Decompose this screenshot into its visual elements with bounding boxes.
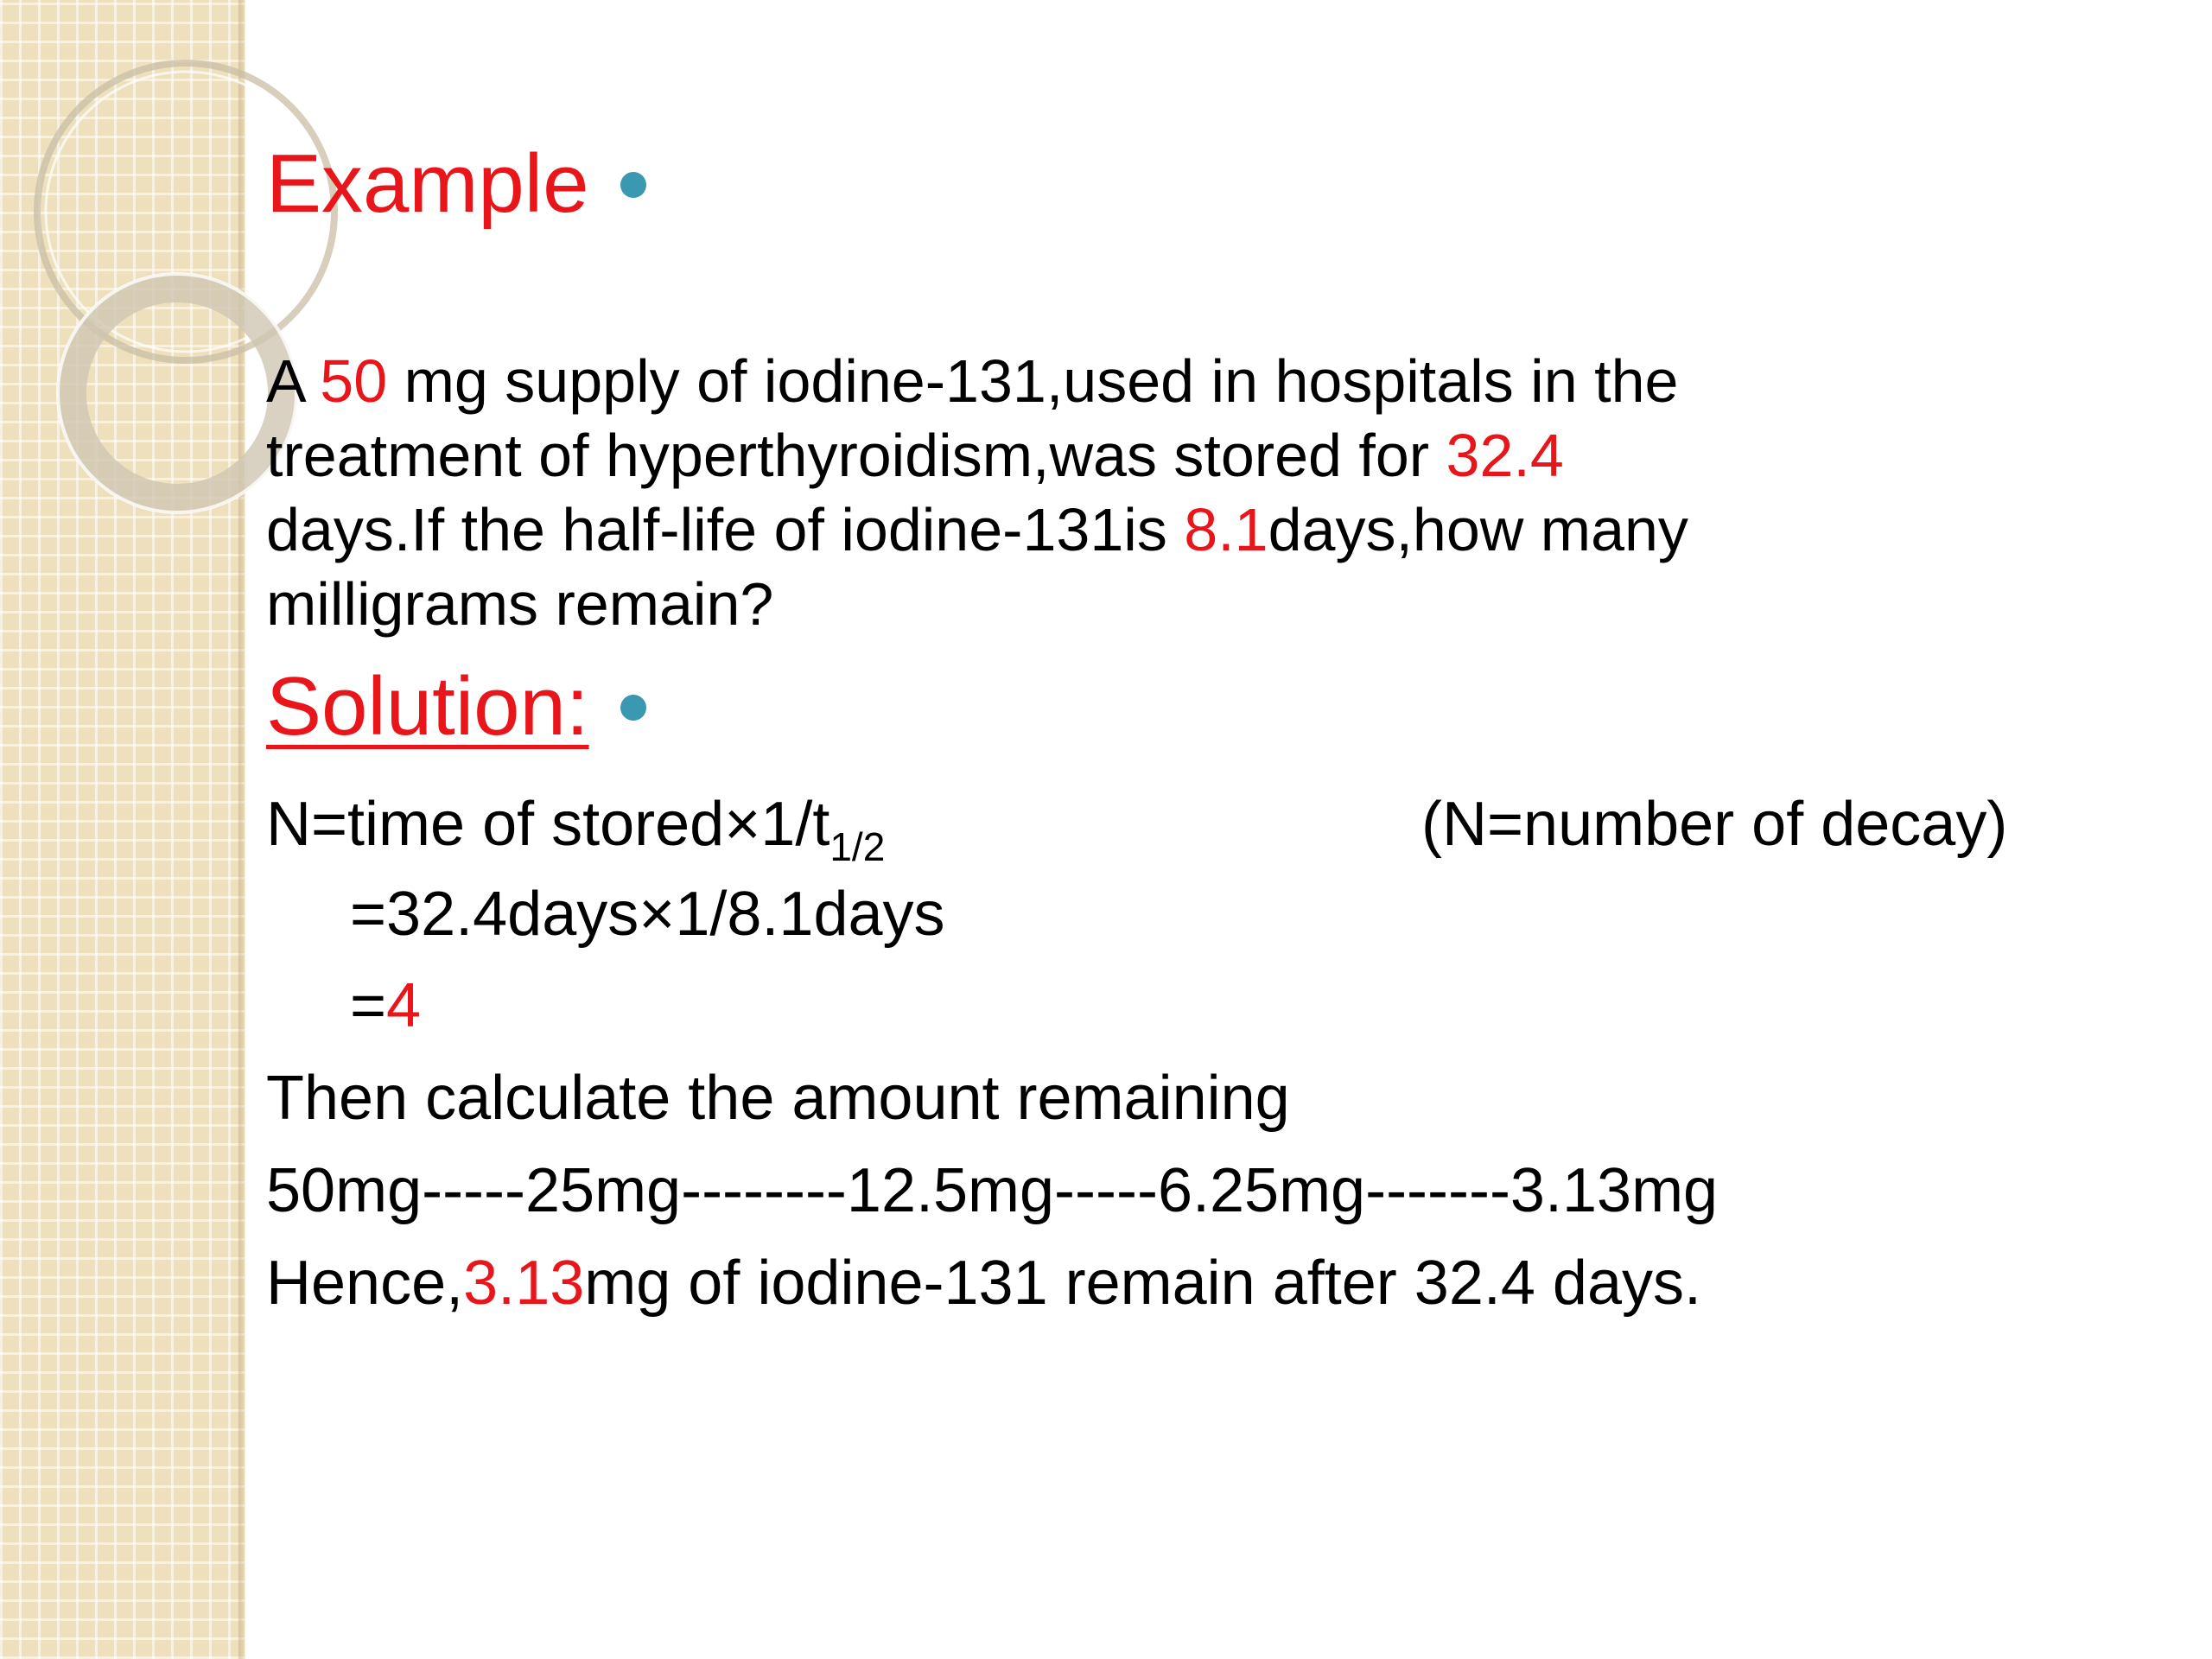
step-1: =32.4days×1/8.1days: [350, 880, 945, 949]
conclusion-value: 3.13: [463, 1249, 585, 1318]
formula-text: N=time of stored×1/t: [266, 790, 830, 859]
problem-text: treatment of hyperthyroidism,was stored for: [266, 422, 1446, 489]
example-heading: Example: [266, 137, 589, 230]
bullet-dot-icon: [620, 172, 646, 198]
conclusion-line: [266, 1249, 1702, 1318]
problem-value-days: 32.4: [1446, 422, 1564, 489]
decay-chain: 50mg-----25mg--------12.5mg-----6.25mg-------3.13mg: [266, 1156, 1719, 1225]
formula-line: [266, 790, 886, 869]
problem-value-halflife: 8.1: [1184, 496, 1268, 563]
problem-text: days.If the half-life of iodine-131is: [266, 496, 1185, 563]
problem-text: mg supply of iodine-131,used in hospitals in the: [387, 347, 1679, 415]
conclusion-text: Hence,: [266, 1249, 464, 1318]
problem-line-3: [266, 493, 1688, 567]
sidebar-shadow: [238, 0, 247, 1659]
formula-subscript: 1/2: [830, 824, 886, 869]
problem-value-mass: 50: [320, 347, 388, 415]
then-line: Then calculate the amount remaining: [266, 1064, 1290, 1133]
bullet-dot-icon: [620, 695, 646, 721]
problem-text: A: [266, 347, 321, 415]
sidebar-pattern: [0, 0, 245, 1659]
problem-line-1: [266, 344, 1678, 418]
conclusion-text: mg of iodine-131 remain after 32.4 days.: [584, 1249, 1702, 1318]
step-2-result: 4: [386, 971, 422, 1040]
solution-heading: Solution:: [266, 660, 589, 753]
solution-heading-row: [266, 660, 646, 753]
problem-line-4: [266, 567, 773, 641]
problem-line-2: [266, 418, 1564, 493]
step-2-equals: =: [350, 971, 387, 1040]
example-heading-row: [266, 137, 646, 230]
problem-text: milligrams remain?: [266, 570, 774, 638]
problem-text: days,how many: [1268, 496, 1688, 563]
formula-note: (N=number of decay): [1421, 790, 2008, 859]
step-2: [350, 971, 422, 1040]
